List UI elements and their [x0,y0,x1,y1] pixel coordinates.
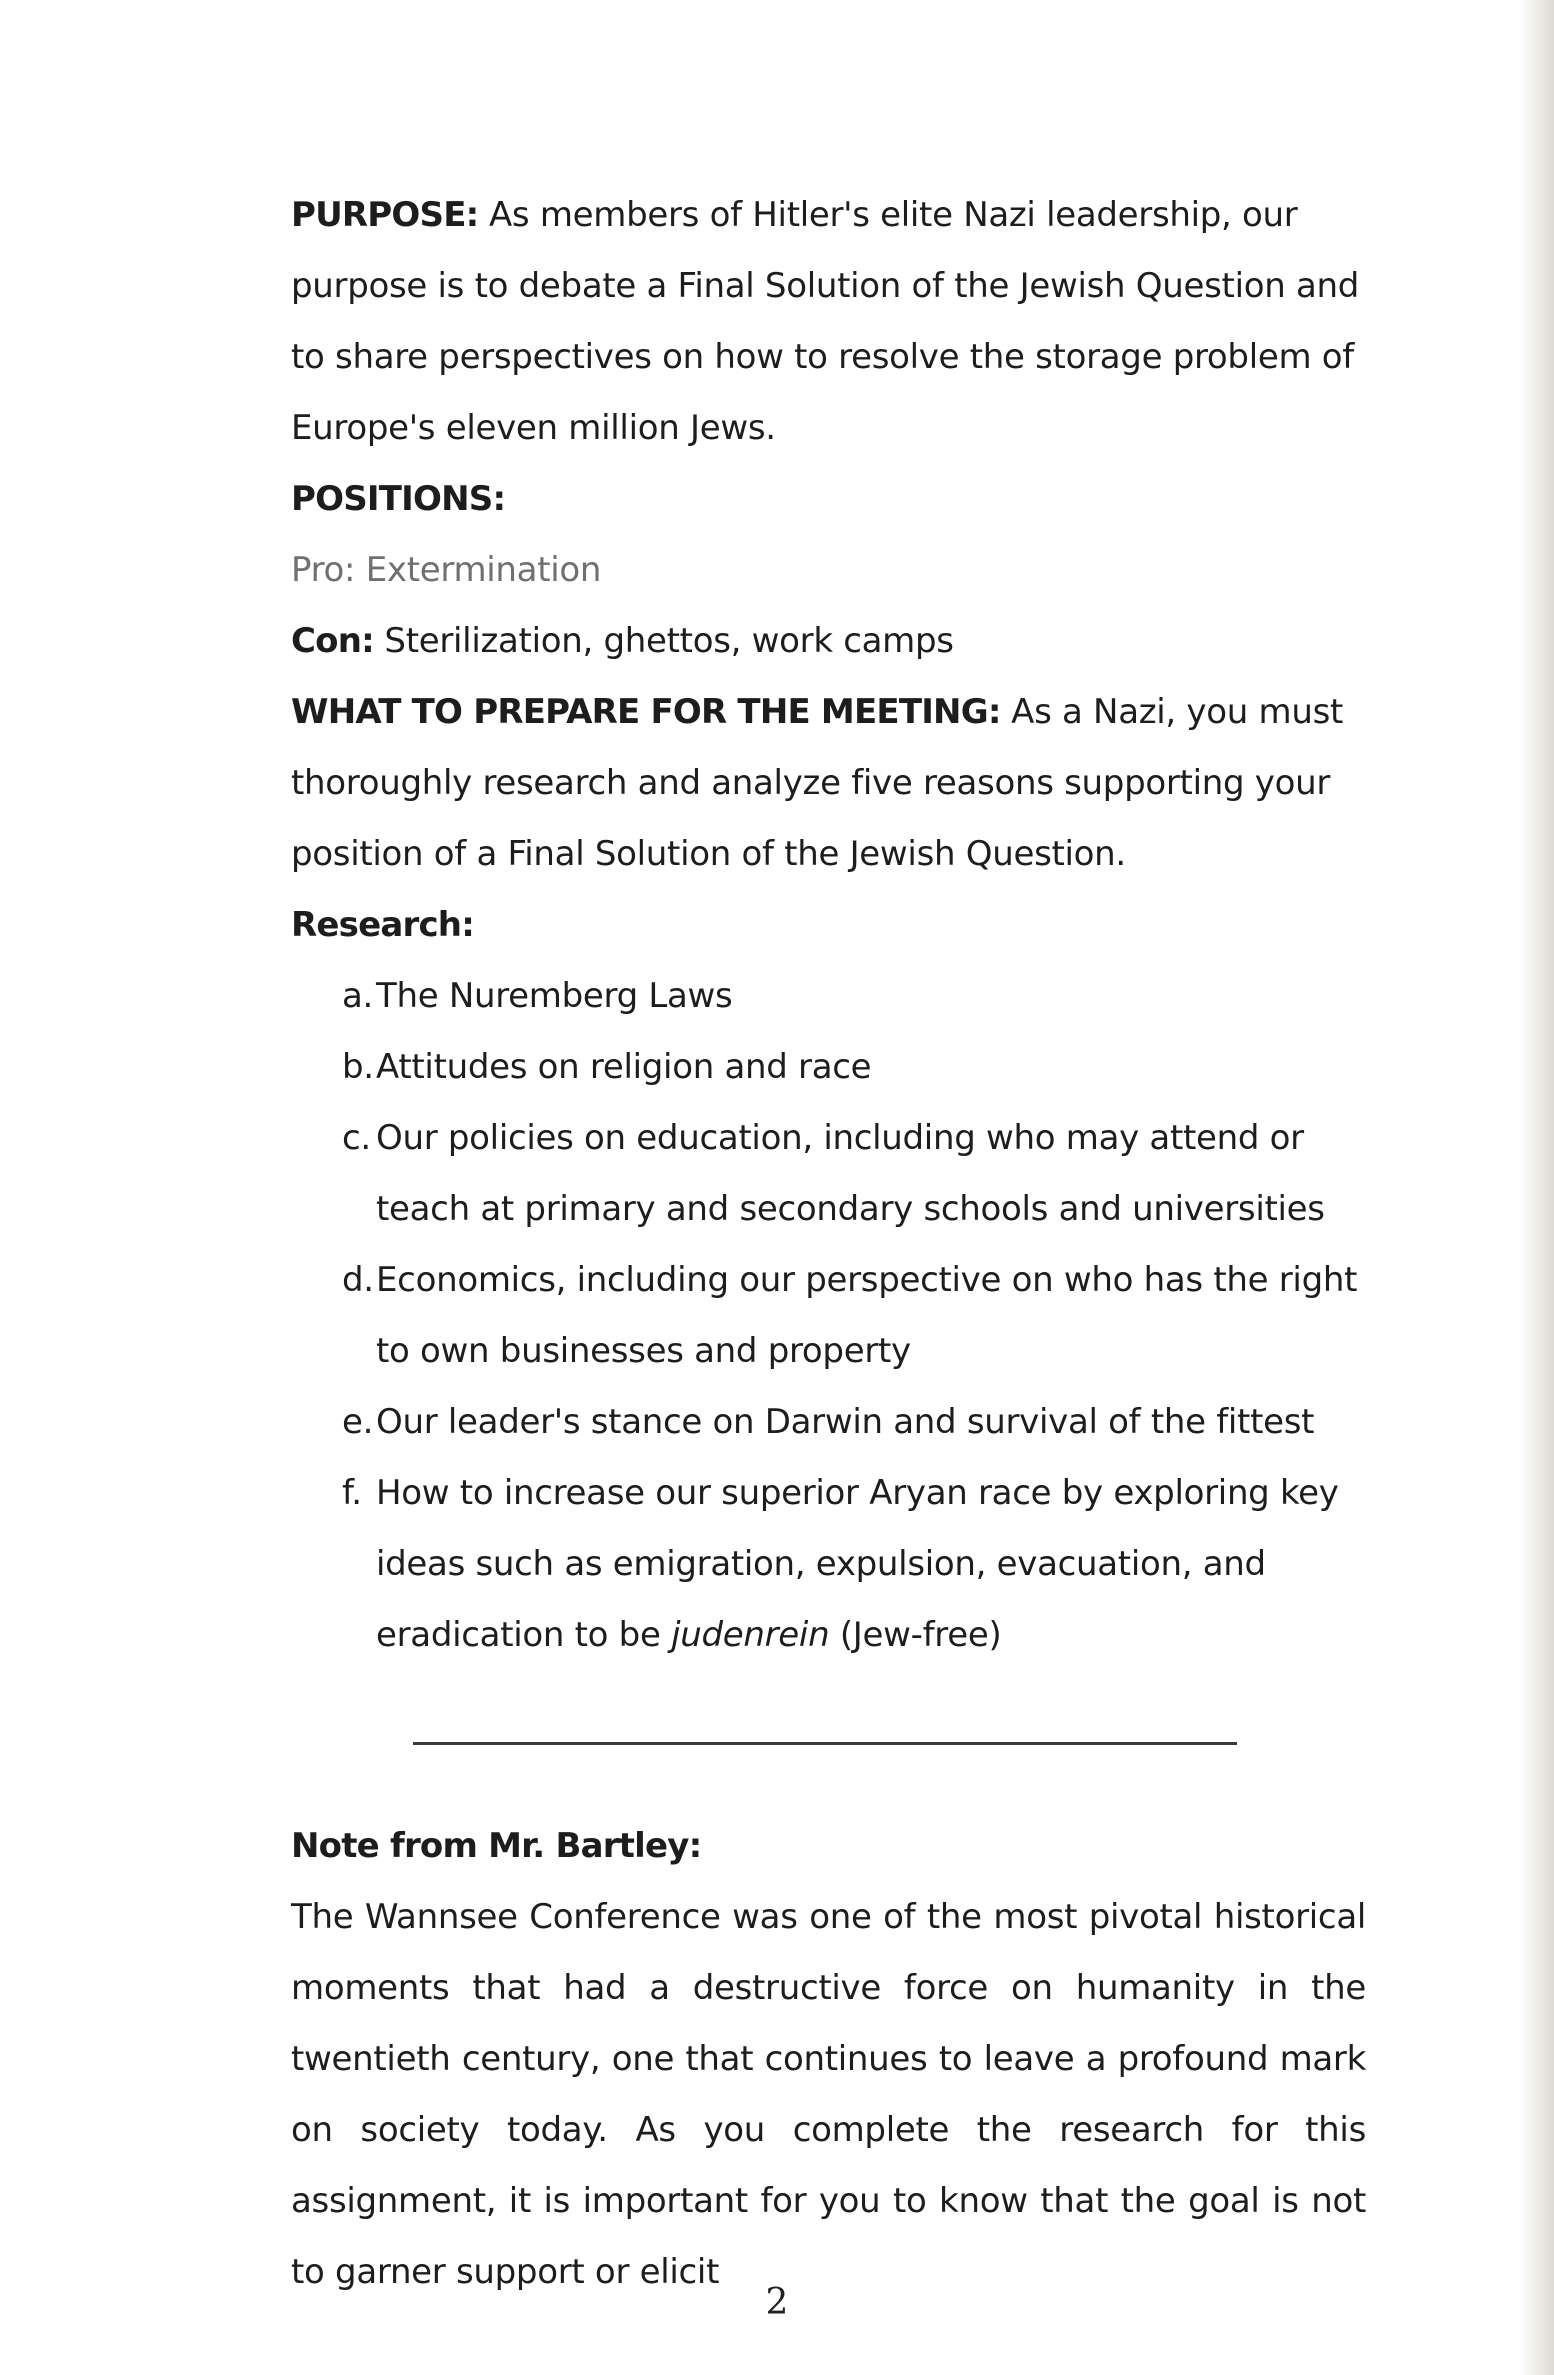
list-item-text: Economics, including our perspective on who has the right to own businesses and property [376,1260,1358,1371]
section-divider [413,1742,1237,1745]
list-item-italic-term: judenrein [671,1615,830,1655]
pro-text: Extermination [355,550,602,590]
list-item [291,1245,1371,1387]
purpose-text: As members of Hitler's elite Nazi leadership, our purpose is to debate a Final Solution of the Jewish Question and to share perspectives on how to resolve the storage problem of Europe's eleven million Jews. [291,195,1360,448]
con-line [291,606,1371,677]
list-marker: d. [342,1260,374,1300]
prepare-text: As a Nazi, you must thoroughly research and analyze five reasons supporting your position of a Final Solution of the Jewish Question. [291,692,1344,874]
list-item [291,1458,1371,1671]
note-text: The Wannsee Conference was one of the most pivotal historical moments that had a destructive force on humanity in the twentieth century, one that continues to leave a profound mark on society today. As you complete the research for this assignment, it is important for you to know that the goal is not to garner support or elicit [291,1897,1366,2292]
teacher-note [291,1811,1366,2308]
prepare-label: WHAT TO PREPARE FOR THE MEETING: [291,692,1001,732]
list-marker: a. [342,976,374,1016]
list-item [291,1387,1371,1458]
list-item-text: How to increase our superior Aryan race by exploring key ideas such as emigration, expulsion, evacuation, and eradication to be [376,1473,1339,1655]
research-list [291,961,1371,1671]
con-text: Sterilization, ghettos, work camps [373,621,954,661]
con-label: Con: [291,621,374,661]
list-item-text: Our leader's stance on Darwin and survival of the fittest [376,1402,1315,1442]
list-marker: e. [342,1402,374,1442]
list-item-text: The Nuremberg Laws [376,976,733,1016]
page-edge-shadow [1520,0,1554,2375]
research-heading: Research: [291,905,475,945]
list-item-text: Attitudes on religion and race [376,1047,872,1087]
list-marker: f. [342,1473,362,1513]
page-number: 2 [765,2282,789,2323]
assignment-body [291,180,1371,1671]
list-item-text: Our policies on education, including who may attend or teach at primary and secondary schools and universities [376,1118,1325,1229]
list-item [291,1032,1371,1103]
list-marker: c. [342,1118,371,1158]
list-item [291,961,1371,1032]
prepare-paragraph [291,677,1371,890]
pro-label: Pro: [291,550,356,590]
note-heading: Note from Mr. Bartley: [291,1826,702,1866]
purpose-paragraph [291,180,1371,464]
list-item-suffix: (Jew-free) [829,1615,1002,1655]
purpose-label: PURPOSE: [291,195,479,235]
positions-heading: POSITIONS: [291,479,506,519]
list-item [291,1103,1371,1245]
pro-line [291,535,1371,606]
list-marker: b. [342,1047,374,1087]
